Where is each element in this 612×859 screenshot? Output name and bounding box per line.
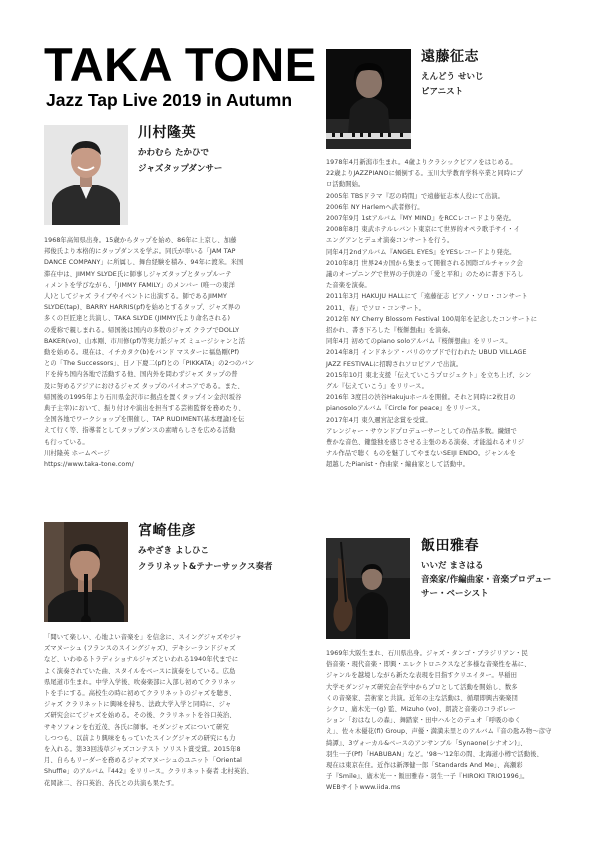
iida-bio: 1969年大阪生まれ、石川県出身。ジャズ・タンゴ・ブラジリアン・民 俗音楽・現代音楽・即興・エレクトロニクスなど多様な音楽性を基に、 ジャンルを越境しながら新たな表現を目指すクリエイター。早稲田 大学モダンジャズ研究会在学中からプロとして活動を開始し、数多 くの音楽家、芸術家と共演。近年の主な活動は、循環即興古楽楽団 シクロ、廣木光一(g) 監、Mizuho (vo)、朗読と音楽のコラボレー ション「おはなしの森」、舞踏家・田中ハルとのデュオ「呼吸のゆく え」、佐々木優花(fl) Group、声優・満満未里とのアルバム『音の匙み物〜彦守 綺譚』、3ヴォーカル&ベースのアンサンブル「Synaone(シナオン)」、 羽生一子(Pf)「HABUBAN」など。'98〜'12年の間、北海道小樽で活動後、 現在は東京在住。近作は新澤健一郎「Standards And Me」、高瀬彩 子『Smile』、廣木光一・飯田雅春・羽生一子『HIROKI TRIO1996』。 WEBサイトwww.iida.ms bbox=[326, 650, 552, 792]
kawamura-role: ジャズタップダンサー bbox=[138, 164, 223, 174]
miyazaki-bio: 「聞いて楽しい、心地よい音楽を」を信念に、スイングジャズやジャ ズマヌーシュ (フランスのスイングジャズ)、デキシーランドジャズ など、いわゆるトラディショナルジャズといわれる1940年代までに よく演奏されていた曲、スタイルをベースに演奏をしている。広島 県尾道市生まれ。中学入学後、吹奏楽部に入部し初めてクラリネッ トを手にする。高校生の時に初めてクラリネットのジャズを聴き、 ジャズ クラリネットに興味を持ち、法政大学入学と同時に、ジャ ズ研究会にてジャズを始める。その後、クラリネットを谷口英治、 サキソフォンを右近茂、各氏に師事。モダンジャズについて研究 しつつも、以前より興味をもっていたスイングジャズの研究にも力 を入れる。第33回浅草ジャズコンテスト ソリスト賞受賞。2015年8 月、自らもリーダーを務めるジャズマヌーシュのユニット「Oriental Shuffle」のアルバム『442』をリリース。クラリネット奏者 北村英治、 花岡詠二、谷口英治、各氏との共演も果たす。 bbox=[44, 634, 253, 787]
miyazaki-photo bbox=[44, 522, 128, 622]
kawamura-name: 川村隆英 bbox=[138, 125, 196, 141]
iida-role: 音楽家/作編曲家・音楽プロデュー サー・ベーシスト bbox=[421, 575, 552, 599]
endo-name: 遠藤征志 bbox=[421, 49, 479, 65]
miyazaki-kana: みやざき よしひこ bbox=[138, 546, 209, 556]
miyazaki-role: クラリネット&テナーサックス奏者 bbox=[138, 562, 273, 572]
page-title: TAKA TONE bbox=[44, 38, 317, 91]
miyazaki-name: 宮崎佳彦 bbox=[138, 523, 196, 539]
endo-bio: 1978年4月新潟市生まれ。4歳よりクラシックピアノをはじめる。 22歳よりJAZZPIANOに傾倒する。玉川大学教育学科卒業と同時にプ ロ活動開始。 2005年 TBSドラマ『忍の時間』で遠藤征志本人役にて出演。 2006年 NY Harlemへ武者修行。 2007年9月 1stアルバム『MY MIND』をRCCレコードより発売。 2008年8月 東武ホテルレバント東京にて世界的オペラ歌手サイ・イ エングアンとデュオ演奏コンサートを行う。 同年4月2ndアルバム『ANGEL EYES』をYESレコードより発売。 2010年8月 世界24カ国から集まって開催される国際ゴルチャック会 議のオープニングで世界の子供達の「愛と平和」のために書き下ろし た音楽を演奏。 2011年3月 HAKUJU HALLにて「遠藤征志 ピアノ・ソロ・コンサート 2011、春」でソロ・コンサート。 2012年 NY Cherry Blossom Festival 100周年を記念したコンサートに 招かれ、書き下ろした『桜餅想曲』を演奏。 同年4月 初めてのpiano soloアルバム『桜餅想曲』をリリース。 2014年8月 インドネシア・バリのウブドで行われた UBUD VILLAGE JAZZ FESTIVALに招聘されソロピアノで出演。 2015年10月 東北支援「伝えていこうプロジェクト」を立ち上げ、シン グル『伝えていこう』をリリース。 2016年 3度目の渋谷Hakujuホールを開催。それと同時に2枚目の pianosoloアルバム『Circle for peace』をリリース。 2017年4月 東久邇宮記念賞を受賞。 アレンジャー・サウンドプロデューサーとしての作品多数。繊細で 豊かな音色、鍵盤独を感じさせる主張のある演奏、才能溢れるオリジ ナル作品で聴く ものを魅了してやまないSEIJI ENDO。ジャンルを 超越したPianist・作曲家・編曲家として活動中。 bbox=[326, 159, 538, 469]
endo-photo bbox=[326, 49, 411, 149]
kawamura-bio: 1968年高知県出身。15歳からタップを始め、86年に上京し、加藤 邦俊氏より本格的にタップダンスを学ぶ。同氏が率いる「JAM TAP DANCE COMPANY」に所属し、舞台経験を積み、94年に渡米。米国 滞在中は、JIMMY SLYDE氏に師事しジャズタップとタップルーテ ィメントを学びながら、「JIMMY FAMILY」のメンバー (唯一の東洋 人)としてジャズ ライブやイベントに出演する。師であるJIMMY SLYDE(tap)、BARRY HARRIS(pf)を始めとするタップ、ジャズ界の 多くの巨匠達と共演し、TAKA SLYDE (JIMMY氏より命名される) の愛称で親しまれる。帰国後は国内の多数のジャズ クラブでDOLLY BAKER(vo)、山本剛、市川修(pf)等実力派ジャズ ミュージシャンと活 動を始める。現在は、イチカタク(b)をバンド マスターに福島剛(Pf) との「The Successors」、日ノ下慶二(pf)との「PIKKATA」の2つのバン ドを持ち国内各地で活動する他、国内外を問わずジャズ タップの普 及に努めるアジアにおけるジャズ タップのパイオニアである。また、 帰国後の1995年より石川県金沢市に拠点を置くタップイン金沢(坂谷 典子主宰)において、振り付けや演出を担当する芸術監督を務めたり、 全国各地でワークショップを開催し、TAP RUDIMENT(基本理論)を伝 えて行く等、指導者としてタップダンスの素晴らしさを広める活動 も行っている。 川村隆英 ホームページ https://www.taka-tone.com/ bbox=[44, 237, 255, 469]
iida-photo bbox=[326, 538, 410, 639]
endo-role: ピアニスト bbox=[421, 87, 464, 97]
endo-kana: えんどう せいじ bbox=[421, 72, 484, 82]
kawamura-photo bbox=[44, 125, 128, 225]
kawamura-kana: かわむら たかひで bbox=[138, 148, 209, 158]
iida-name: 飯田雅春 bbox=[421, 538, 479, 554]
iida-kana: いいだ まさはる bbox=[421, 561, 484, 571]
page-subtitle: Jazz Tap Live 2019 in Autumn bbox=[46, 90, 293, 110]
